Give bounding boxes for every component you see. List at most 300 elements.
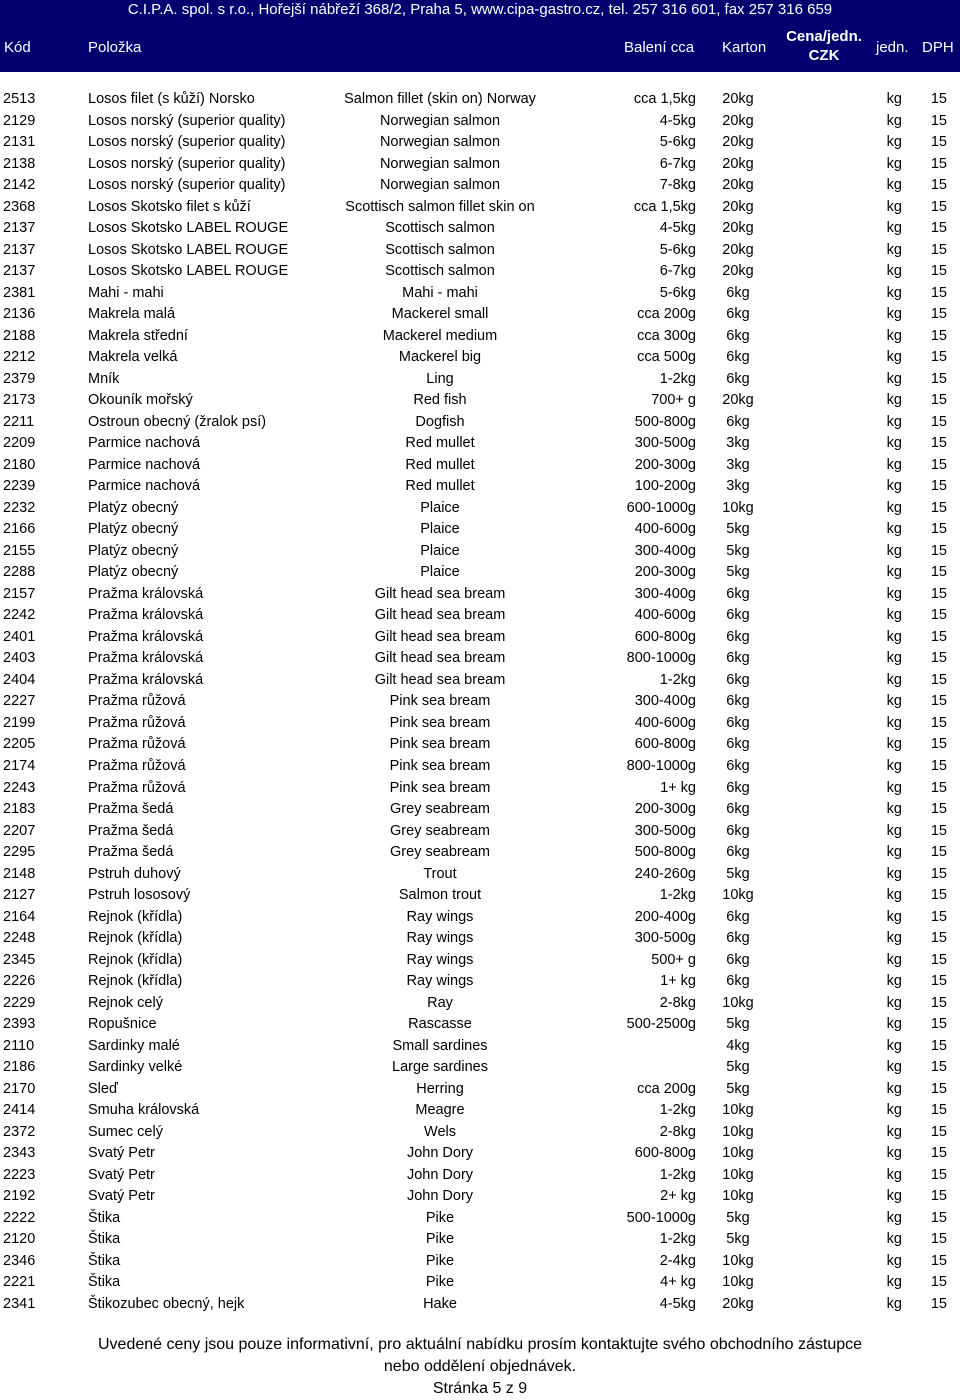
product-unit: kg [886, 134, 902, 151]
product-name-cz: Platýz obecný [88, 499, 179, 516]
product-pack: 800-1000g [626, 650, 696, 667]
product-name-en: Large sardines [392, 1059, 488, 1076]
product-name-cz: Mahi - mahi [88, 284, 164, 301]
product-vat: 15 [930, 1295, 947, 1312]
product-unit: kg [886, 1209, 902, 1226]
product-unit: kg [886, 112, 902, 129]
product-pack: 500-1000g [626, 1209, 696, 1226]
product-unit: kg [886, 1188, 902, 1205]
product-name-cz: Makrela malá [88, 306, 176, 323]
column-header-unit: jedn. [876, 39, 909, 56]
product-pack: 300-500g [634, 822, 696, 839]
product-vat: 15 [930, 693, 947, 710]
product-vat: 15 [930, 263, 947, 280]
product-name-en: Norwegian salmon [379, 177, 501, 194]
product-pack: 7-8kg [659, 177, 696, 194]
product-unit: kg [886, 456, 902, 473]
product-name-en: Ling [426, 370, 454, 387]
product-carton: 6kg [726, 930, 750, 947]
product-code: 2212 [3, 349, 36, 366]
product-unit: kg [886, 306, 902, 323]
product-carton: 6kg [726, 628, 750, 645]
product-name-cz: Svatý Petr [88, 1188, 155, 1205]
table-row [0, 261, 960, 283]
product-vat: 15 [930, 1080, 947, 1097]
product-carton: 5kg [726, 542, 750, 559]
product-code: 2192 [3, 1188, 36, 1205]
product-name-en: Scottisch salmon fillet skin on [345, 198, 535, 215]
product-carton: 6kg [726, 736, 750, 753]
product-name-cz: Losos Skotsko LABEL ROUGE [88, 263, 289, 280]
product-pack: 1-2kg [659, 1231, 696, 1248]
product-name-en: Mackerel big [398, 349, 482, 366]
product-table [0, 89, 960, 1315]
table-row [0, 1251, 960, 1273]
table-row [0, 433, 960, 455]
product-carton: 6kg [726, 306, 750, 323]
product-unit: kg [886, 327, 902, 344]
product-unit: kg [886, 973, 902, 990]
product-name-en: Salmon fillet (skin on) Norway [344, 91, 536, 107]
product-name-cz: Losos norský (superior quality) [88, 112, 286, 129]
product-pack: 800-1000g [626, 757, 696, 774]
product-unit: kg [886, 1274, 902, 1291]
product-code: 2180 [3, 456, 36, 473]
product-pack: 2+ kg [660, 1188, 696, 1205]
product-vat: 15 [930, 951, 947, 968]
table-row [0, 627, 960, 649]
product-vat: 15 [930, 607, 947, 624]
product-code: 2248 [3, 930, 36, 947]
product-code: 2223 [3, 1166, 36, 1183]
table-row [0, 691, 960, 713]
product-name-cz: Platýz obecný [88, 542, 179, 559]
table-row [0, 519, 960, 541]
product-name-en: Pike [425, 1231, 455, 1248]
product-name-cz: Makrela střední [88, 327, 188, 344]
product-name-cz: Losos filet (s kůží) Norsko [88, 91, 255, 107]
product-carton: 3kg [726, 478, 750, 495]
table-row [0, 756, 960, 778]
product-pack: 1-2kg [659, 671, 696, 688]
product-name-en: Ray wings [406, 973, 474, 990]
product-carton: 10kg [722, 1166, 754, 1183]
product-pack: 6-7kg [659, 155, 696, 172]
product-carton: 6kg [726, 650, 750, 667]
product-carton: 5kg [726, 1209, 750, 1226]
product-vat: 15 [930, 370, 947, 387]
product-name-en: Plaice [420, 564, 460, 581]
product-name-en: Pike [425, 1252, 455, 1269]
product-name-cz: Rejnok celý [88, 994, 163, 1011]
product-name-cz: Štika [88, 1209, 121, 1226]
table-row [0, 111, 960, 133]
product-unit: kg [886, 564, 902, 581]
product-unit: kg [886, 1102, 902, 1119]
company-info: C.I.P.A. spol. s r.o., Hořejší nábřeží 368/2, Praha 5, www.cipa-gastro.cz, tel. 257 316 601, fax 257 316 659 [127, 1, 833, 18]
product-carton: 20kg [722, 1295, 754, 1312]
product-carton: 10kg [722, 1252, 754, 1269]
product-carton: 3kg [726, 456, 750, 473]
product-pack: cca 1,5kg [633, 198, 696, 215]
product-vat: 15 [930, 91, 947, 107]
product-name-cz: Losos norský (superior quality) [88, 177, 286, 194]
product-pack: 1-2kg [659, 887, 696, 904]
product-pack: cca 300g [637, 327, 696, 344]
table-row [0, 498, 960, 520]
product-carton: 10kg [722, 887, 754, 904]
product-pack: 4+ kg [660, 1274, 696, 1291]
product-carton: 10kg [722, 499, 754, 516]
product-unit: kg [886, 542, 902, 559]
product-vat: 15 [930, 542, 947, 559]
table-row [0, 648, 960, 670]
product-name-cz: Štika [88, 1231, 121, 1248]
product-name-cz: Svatý Petr [88, 1166, 155, 1183]
table-row [0, 154, 960, 176]
product-unit: kg [886, 1252, 902, 1269]
product-code: 2381 [3, 284, 36, 301]
product-name-cz: Štika [88, 1274, 121, 1291]
product-vat: 15 [930, 1231, 947, 1248]
product-pack: 600-800g [634, 628, 696, 645]
product-unit: kg [886, 91, 902, 107]
column-header-vat: DPH [922, 39, 954, 56]
product-name-en: Dogfish [415, 413, 465, 430]
product-vat: 15 [930, 585, 947, 602]
product-name-en: Salmon trout [398, 887, 482, 904]
product-name-en: Red mullet [405, 478, 475, 495]
product-code: 2341 [3, 1295, 36, 1312]
product-carton: 20kg [722, 91, 754, 107]
product-name-cz: Pražma šedá [88, 844, 174, 861]
product-code: 2343 [3, 1145, 36, 1162]
product-carton: 10kg [722, 994, 754, 1011]
product-pack: 5-6kg [659, 134, 696, 151]
product-vat: 15 [930, 1252, 947, 1269]
product-unit: kg [886, 1295, 902, 1312]
table-row [0, 971, 960, 993]
product-code: 2211 [3, 413, 35, 430]
product-vat: 15 [930, 241, 947, 258]
product-code: 2157 [3, 585, 36, 602]
product-pack: 600-800g [634, 736, 696, 753]
product-vat: 15 [930, 994, 947, 1011]
product-vat: 15 [930, 930, 947, 947]
table-row [0, 950, 960, 972]
product-vat: 15 [930, 499, 947, 516]
product-vat: 15 [930, 521, 947, 538]
product-unit: kg [886, 198, 902, 215]
product-code: 2137 [3, 220, 36, 237]
product-pack: 500-800g [634, 844, 696, 861]
product-vat: 15 [930, 155, 947, 172]
product-pack: 100-200g [634, 478, 696, 495]
product-name-cz: Rejnok (křídla) [88, 951, 183, 968]
product-name-en: John Dory [406, 1145, 474, 1162]
table-row [0, 1186, 960, 1208]
product-carton: 6kg [726, 908, 750, 925]
product-name-cz: Rejnok (křídla) [88, 930, 183, 947]
product-unit: kg [886, 585, 902, 602]
product-unit: kg [886, 370, 902, 387]
product-vat: 15 [930, 650, 947, 667]
product-unit: kg [886, 757, 902, 774]
product-carton: 6kg [726, 607, 750, 624]
product-vat: 15 [930, 757, 947, 774]
product-code: 2131 [3, 134, 36, 151]
product-carton: 6kg [726, 951, 750, 968]
product-pack: 200-300g [634, 564, 696, 581]
product-unit: kg [886, 779, 902, 796]
table-row [0, 455, 960, 477]
product-name-en: Rascasse [408, 1016, 472, 1033]
product-unit: kg [886, 887, 902, 904]
product-name-en: Ray wings [406, 930, 474, 947]
product-name-cz: Sleď [88, 1080, 118, 1097]
product-pack: 400-600g [634, 607, 696, 624]
product-pack: 400-600g [634, 521, 696, 538]
table-row [0, 132, 960, 154]
product-pack: 600-800g [634, 1145, 696, 1162]
product-name-en: Meagre [415, 1102, 465, 1119]
product-name-en: Norwegian salmon [379, 155, 501, 172]
product-name-en: Pink sea bream [389, 779, 491, 796]
product-unit: kg [886, 994, 902, 1011]
product-vat: 15 [930, 714, 947, 731]
product-vat: 15 [930, 1209, 947, 1226]
product-name-en: Trout [423, 865, 457, 882]
product-carton: 3kg [726, 435, 750, 452]
product-name-cz: Pstruh lososový [88, 887, 191, 904]
product-name-cz: Pražma růžová [88, 736, 186, 753]
table-row [0, 885, 960, 907]
table-row [0, 240, 960, 262]
product-vat: 15 [930, 134, 947, 151]
product-carton: 20kg [722, 134, 754, 151]
product-name-cz: Rejnok (křídla) [88, 908, 183, 925]
product-carton: 6kg [726, 714, 750, 731]
product-vat: 15 [930, 327, 947, 344]
product-code: 2404 [3, 671, 36, 688]
product-name-cz: Ostroun obecný (žralok psí) [88, 413, 267, 430]
product-code: 2414 [3, 1102, 36, 1119]
product-name-cz: Pražma šedá [88, 822, 174, 839]
product-code: 2393 [3, 1016, 36, 1033]
product-name-en: Pike [425, 1209, 455, 1226]
table-row [0, 304, 960, 326]
table-row [0, 907, 960, 929]
footer-disclaimer-line1: Uvedené ceny jsou pouze informativní, pro aktuální nabídku prosím kontaktujte svého obchodního zástupce [97, 1336, 863, 1353]
product-name-en: Ray [427, 994, 453, 1011]
product-name-cz: Pražma šedá [88, 801, 174, 818]
product-carton: 20kg [722, 112, 754, 129]
product-carton: 6kg [726, 757, 750, 774]
product-name-en: Plaice [420, 521, 460, 538]
product-unit: kg [886, 714, 902, 731]
product-carton: 20kg [722, 263, 754, 280]
product-carton: 20kg [722, 220, 754, 237]
product-code: 2226 [3, 973, 36, 990]
product-name-cz: Pražma růžová [88, 757, 186, 774]
product-code: 2137 [3, 263, 36, 280]
product-code: 2346 [3, 1252, 36, 1269]
product-unit: kg [886, 865, 902, 882]
table-row [0, 175, 960, 197]
product-unit: kg [886, 1080, 902, 1097]
product-name-cz: Pražma královská [88, 671, 204, 688]
product-carton: 4kg [726, 1037, 750, 1054]
product-name-en: Pink sea bream [389, 736, 491, 753]
product-name-en: Pink sea bream [389, 693, 491, 710]
product-code: 2138 [3, 155, 36, 172]
product-code: 2166 [3, 521, 36, 538]
product-name-en: Grey seabream [390, 822, 490, 839]
product-name-en: Mahi - mahi [402, 284, 478, 301]
product-code: 2227 [3, 693, 36, 710]
table-row [0, 1143, 960, 1165]
product-unit: kg [886, 801, 902, 818]
product-vat: 15 [930, 908, 947, 925]
product-name-cz: Losos Skotsko filet s kůží [88, 198, 251, 215]
product-unit: kg [886, 628, 902, 645]
product-unit: kg [886, 1059, 902, 1076]
product-pack: 300-400g [634, 585, 696, 602]
table-row [0, 1165, 960, 1187]
product-vat: 15 [930, 198, 947, 215]
product-name-cz: Losos norský (superior quality) [88, 155, 286, 172]
product-pack: 4-5kg [659, 1295, 696, 1312]
product-vat: 15 [930, 628, 947, 645]
product-code: 2379 [3, 370, 36, 387]
product-unit: kg [886, 1166, 902, 1183]
column-header-price: Cena/jedn. CZK [786, 28, 862, 64]
table-row [0, 1272, 960, 1294]
product-carton: 20kg [722, 241, 754, 258]
product-name-en: Gilt head sea bream [374, 650, 506, 667]
product-code: 2232 [3, 499, 36, 516]
table-row [0, 928, 960, 950]
product-carton: 10kg [722, 1102, 754, 1119]
product-code: 2155 [3, 542, 36, 559]
product-name-cz: Makrela velká [88, 349, 178, 366]
table-row [0, 1079, 960, 1101]
product-vat: 15 [930, 1123, 947, 1140]
product-pack: 2-8kg [659, 994, 696, 1011]
product-pack: 400-600g [634, 714, 696, 731]
product-code: 2403 [3, 650, 36, 667]
table-row [0, 197, 960, 219]
product-unit: kg [886, 1145, 902, 1162]
table-row [0, 89, 960, 111]
product-code: 2120 [3, 1231, 36, 1248]
product-vat: 15 [930, 478, 947, 495]
product-name-cz: Parmice nachová [88, 435, 201, 452]
product-vat: 15 [930, 392, 947, 409]
product-name-en: John Dory [406, 1188, 474, 1205]
product-code: 2207 [3, 822, 36, 839]
product-vat: 15 [930, 973, 947, 990]
product-vat: 15 [930, 1102, 947, 1119]
product-vat: 15 [930, 671, 947, 688]
product-vat: 15 [930, 1037, 947, 1054]
product-name-en: Red mullet [405, 435, 475, 452]
product-name-en: Ray wings [406, 951, 474, 968]
product-name-cz: Pražma růžová [88, 714, 186, 731]
product-unit: kg [886, 284, 902, 301]
product-pack: 1+ kg [660, 779, 696, 796]
product-vat: 15 [930, 1166, 947, 1183]
product-unit: kg [886, 951, 902, 968]
product-code: 2209 [3, 435, 36, 452]
product-unit: kg [886, 930, 902, 947]
product-name-cz: Pražma růžová [88, 779, 186, 796]
table-row [0, 476, 960, 498]
table-row [0, 799, 960, 821]
product-name-en: Pink sea bream [389, 714, 491, 731]
product-name-en: Small sardines [392, 1037, 488, 1054]
product-pack: 1-2kg [659, 1102, 696, 1119]
table-row [0, 605, 960, 627]
product-unit: kg [886, 1123, 902, 1140]
product-vat: 15 [930, 349, 947, 366]
column-header-item: Položka [88, 39, 142, 56]
product-unit: kg [886, 1037, 902, 1054]
product-vat: 15 [930, 1016, 947, 1033]
product-name-cz: Okouník mořský [88, 392, 193, 409]
footer [0, 1334, 960, 1400]
product-pack: 5-6kg [659, 241, 696, 258]
product-pack: 200-300g [634, 801, 696, 818]
product-pack: 500-800g [634, 413, 696, 430]
table-row [0, 1057, 960, 1079]
product-code: 2174 [3, 757, 36, 774]
product-name-en: Scottisch salmon [385, 241, 495, 258]
product-name-cz: Sardinky malé [88, 1037, 180, 1054]
product-name-en: Grey seabream [390, 844, 490, 861]
product-pack: 600-1000g [626, 499, 696, 516]
product-pack: cca 200g [637, 1080, 696, 1097]
product-carton: 6kg [726, 779, 750, 796]
product-code: 2513 [3, 91, 36, 107]
table-row [0, 347, 960, 369]
column-header-carton: Karton [722, 39, 767, 56]
product-name-cz: Štika [88, 1252, 121, 1269]
product-name-en: Plaice [420, 542, 460, 559]
product-pack: cca 500g [637, 349, 696, 366]
product-name-cz: Parmice nachová [88, 478, 201, 495]
table-row [0, 369, 960, 391]
product-carton: 6kg [726, 973, 750, 990]
product-carton: 10kg [722, 1274, 754, 1291]
product-pack: 300-400g [634, 693, 696, 710]
product-name-en: Scottisch salmon [385, 220, 495, 237]
product-name-cz: Svatý Petr [88, 1145, 155, 1162]
product-vat: 15 [930, 1059, 947, 1076]
product-code: 2221 [3, 1274, 36, 1291]
product-carton: 6kg [726, 327, 750, 344]
product-pack: 200-300g [634, 456, 696, 473]
product-name-cz: Losos norský (superior quality) [88, 134, 286, 151]
product-pack: 300-500g [634, 435, 696, 452]
table-row [0, 218, 960, 240]
product-vat: 15 [930, 284, 947, 301]
product-carton: 5kg [726, 1231, 750, 1248]
product-carton: 6kg [726, 585, 750, 602]
product-name-cz: Losos Skotsko LABEL ROUGE [88, 241, 289, 258]
product-pack: 300-500g [634, 930, 696, 947]
product-name-en: Herring [416, 1080, 464, 1097]
